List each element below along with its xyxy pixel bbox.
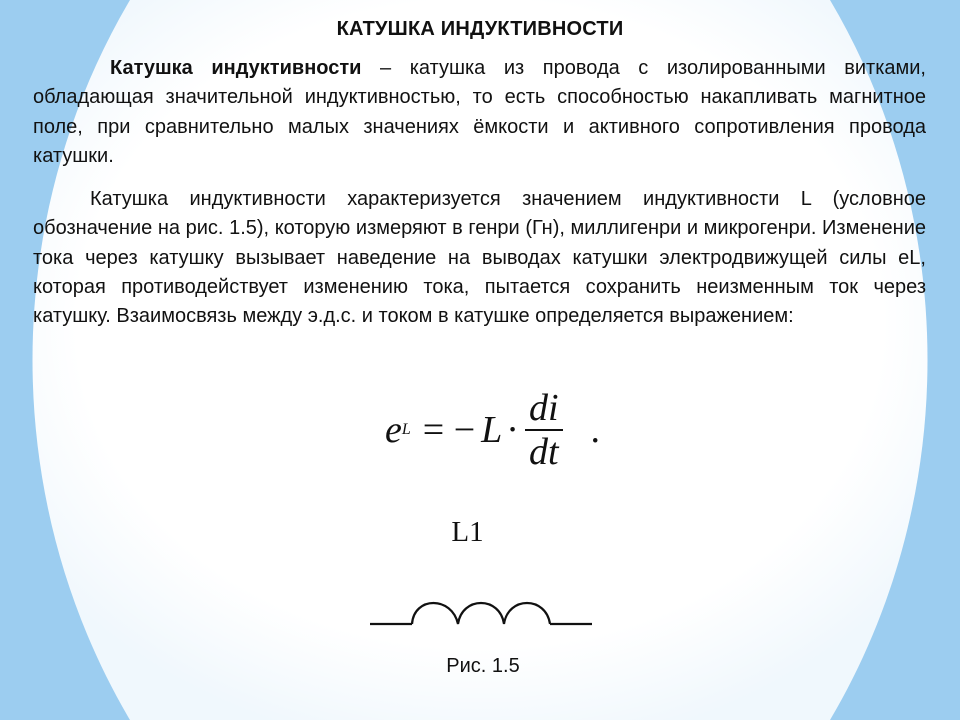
formula-L: L (481, 409, 503, 451)
inductor-symbol (370, 590, 600, 640)
formula-period: . (590, 409, 601, 451)
formula-equals: = − (422, 409, 476, 451)
formula-numerator: di (525, 389, 563, 431)
formula-dot: · (506, 409, 519, 451)
definition-text: – катушка из провода с изолированными витками, обладающая значительной индуктивностью, то есть способностью накапливать магнитное поле, при сравнительно малых значениях ёмкости и активного сопротивления провода катушки. (33, 57, 926, 167)
coil-label: L1 (451, 516, 484, 548)
description-paragraph: Катушка индуктивности характеризуется значением индуктивности L (условное обозначение на рис. 1.5), которую измеряют в генри (Гн), миллигенри и микрогенри. Изменение тока через катушку вызывает наведение на выводах катушки электродвижущей силы eL, которая противодействует изменению тока, пытается сохранить неизменным ток через катушку. Взаимосвязь между э.д.с. и током в катушке определяется выражением: (33, 188, 926, 328)
emf-formula (385, 387, 601, 473)
page-title: КАТУШКА ИНДУКТИВНОСТИ (336, 18, 624, 40)
formula-subscript: L (401, 421, 411, 438)
formula-fraction (525, 389, 563, 471)
formula-e: e (385, 409, 402, 451)
figure-caption: Рис. 1.5 (446, 655, 520, 677)
formula-denominator: dt (528, 431, 559, 473)
term-bold: Катушка индуктивности (110, 57, 362, 79)
definition-paragraph (33, 54, 926, 171)
